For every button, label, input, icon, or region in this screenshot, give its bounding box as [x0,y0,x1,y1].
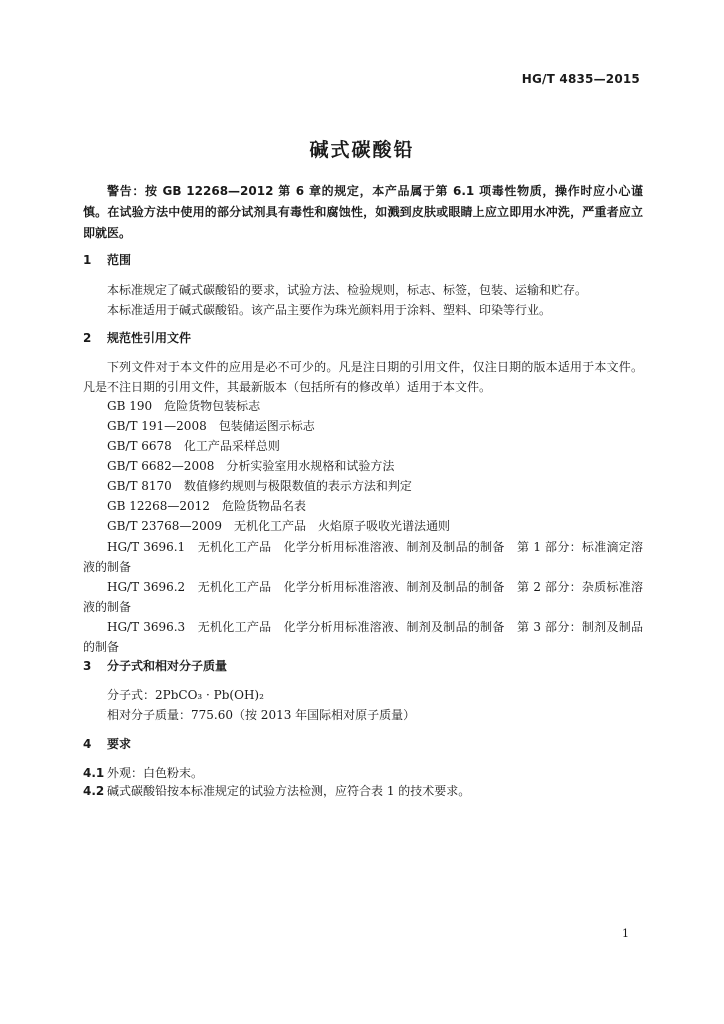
section-title: 规范性引用文件 [107,331,192,345]
reference-item [107,437,280,454]
reference-code: GB/T 191—2008 [107,419,207,433]
section-heading-formula [83,657,227,674]
scope-paragraph: 本标准适用于碱式碳酸铅。该产品主要作为珠光颜料用于涂料、塑料、印染等行业。 [107,303,552,317]
section-heading-requirements [83,735,131,752]
reference-title: 危险货物包装标志 [164,399,261,413]
reference-item [107,477,412,494]
reference-title: 分析实验室用水规格和试验方法 [226,459,395,473]
reference-item [107,457,394,474]
standard-code: HG/T 4835—2015 [521,72,640,86]
document-title: 碱式碳酸铅 [309,139,415,161]
reference-item [107,517,450,534]
reference-code: GB/T 8170 [107,479,172,493]
reference-title: 数值修约规则与极限数值的表示方法和判定 [183,479,412,493]
reference-code: GB/T 6682—2008 [107,459,215,473]
reference-code: GB/T 6678 [107,439,172,453]
reference-item [107,417,315,434]
requirement-item [83,764,203,781]
references-intro: 下列文件对于本文件的应用是必不可少的。凡是注日期的引用文件，仅注日期的版本适用于本文件。凡是不注日期的引用文件，其最新版本（包括所有的修改单）适用于本文件。 [83,360,643,394]
reference-item-long: HG/T 3696.2 无机化工产品 化学分析用标准溶液、制剂及制品的制备 第 2 部分：杂质标准溶液的制备 [83,580,643,614]
reference-title: 包装储运图示标志 [218,419,315,433]
requirement-number: 4.2 [83,784,105,798]
requirement-text: 外观：白色粉末。 [107,766,204,780]
reference-item [107,497,306,514]
reference-code: GB 12268—2012 [107,499,210,513]
molecular-formula: 分子式：2PbCO₃ · Pb(OH)₂ [107,688,264,702]
section-title: 分子式和相对分子质量 [107,659,228,673]
section-number: 2 [83,331,92,345]
reference-code: GB 190 [107,399,153,413]
relative-molecular-mass: 相对分子质量：775.60（按 2013 年国际相对原子质量） [107,708,416,722]
reference-code: GB/T 23768—2009 [107,519,222,533]
section-heading-normative-references [83,329,191,346]
reference-item [107,397,260,414]
section-number: 4 [83,737,92,751]
section-title: 要求 [107,737,132,751]
reference-item-long: HG/T 3696.1 无机化工产品 化学分析用标准溶液、制剂及制品的制备 第 1 部分：标准滴定溶液的制备 [83,540,643,574]
requirement-number: 4.1 [83,766,105,780]
warning-paragraph: 警告：按 GB 12268—2012 第 6 章的规定，本产品属于第 6.1 项毒性物质，操作时应小心谨慎。在试验方法中使用的部分试剂具有毒性和腐蚀性，如溅到皮肤或眼睛上应立即用水冲洗，严重者应立即就医。 [83,184,643,240]
requirement-text: 碱式碳酸铅按本标准规定的试验方法检测，应符合表 1 的技术要求。 [107,784,471,798]
reference-title: 无机化工产品 火焰原子吸收光谱法通则 [233,519,450,533]
reference-title: 化工产品采样总则 [183,439,280,453]
section-number: 3 [83,659,92,673]
section-number: 1 [83,253,92,267]
scope-paragraph: 本标准规定了碱式碳酸铅的要求，试验方法、检验规则，标志、标签，包装、运输和贮存。 [107,283,588,297]
page-number: 1 [622,927,629,940]
section-title: 范围 [107,253,132,267]
reference-title: 危险货物品名表 [221,499,306,513]
requirement-item [83,782,470,799]
reference-item-long: HG/T 3696.3 无机化工产品 化学分析用标准溶液、制剂及制品的制备 第 3 部分：制剂及制品的制备 [83,620,643,654]
section-heading-scope [83,251,131,268]
